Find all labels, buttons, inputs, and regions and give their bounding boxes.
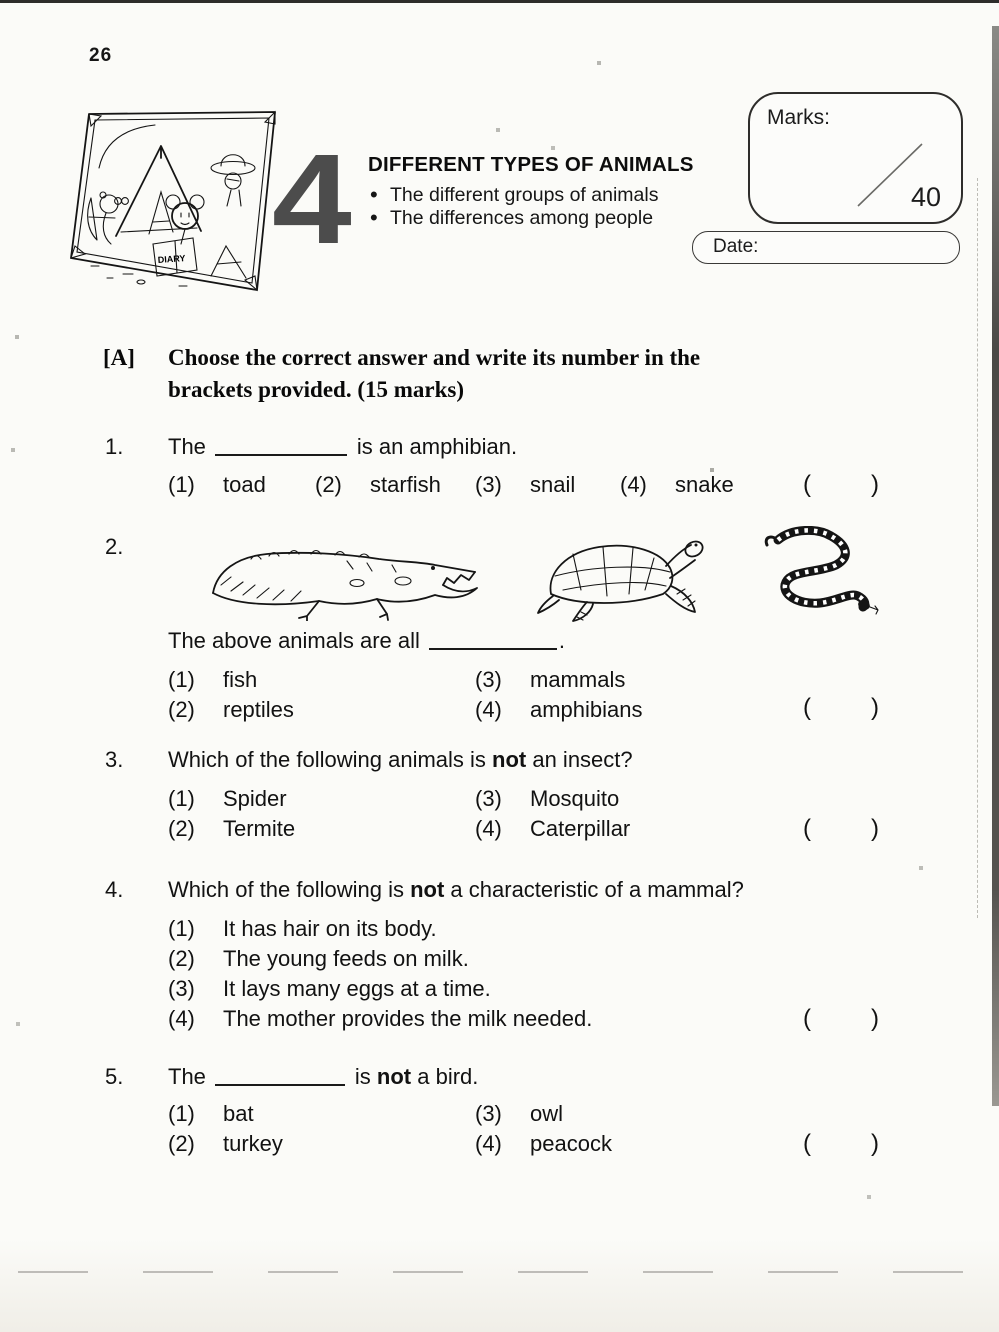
stem-text: The above animals are all xyxy=(168,628,420,653)
option-label: bat xyxy=(223,1101,254,1126)
question-number: 2. xyxy=(105,534,124,559)
stem-text: The xyxy=(168,434,206,459)
option-number: (2) xyxy=(168,816,195,841)
option xyxy=(168,1130,475,1158)
answer-bracket-close: ) xyxy=(871,694,879,721)
stem-bold-text: not xyxy=(410,877,445,902)
stem-bold-text: not xyxy=(492,747,527,772)
section-a-heading xyxy=(103,342,913,406)
option-label: snake xyxy=(675,472,734,497)
option-number: (1) xyxy=(168,472,195,497)
option-number: (3) xyxy=(168,976,195,1001)
answer-bracket-open: ( xyxy=(803,815,811,842)
answer-bracket-close: ) xyxy=(871,471,879,498)
stem-text: an insect? xyxy=(526,747,633,772)
answer-blank xyxy=(215,438,347,456)
stem-bold-text: not xyxy=(376,1064,412,1089)
option-label: The mother provides the milk needed. xyxy=(223,1006,593,1031)
chapter-title: DIFFERENT TYPES OF ANIMALS xyxy=(368,153,694,176)
option-number: (3) xyxy=(475,1101,502,1126)
options-grid xyxy=(168,666,913,724)
option xyxy=(168,471,315,499)
stem-text: . xyxy=(558,628,566,653)
diary-label: DIARY xyxy=(157,253,186,265)
options-grid xyxy=(168,1100,913,1158)
answer-bracket-open: ( xyxy=(803,1005,811,1032)
option-number: (1) xyxy=(168,667,195,692)
objective-list xyxy=(368,184,668,230)
question-stem xyxy=(168,432,913,462)
option xyxy=(168,1005,913,1033)
option-label: The young feeds on milk. xyxy=(223,946,469,971)
crocodile-illustration xyxy=(207,541,492,621)
option xyxy=(315,471,475,499)
section-label: [A] xyxy=(103,345,135,370)
stem-text: The xyxy=(168,1064,206,1089)
option xyxy=(168,696,475,724)
option xyxy=(168,1100,475,1128)
question-number: 1. xyxy=(105,434,124,459)
section-instruction-line: brackets provided. (15 marks) xyxy=(168,377,465,402)
option xyxy=(168,785,475,813)
snake-illustration xyxy=(758,526,880,616)
option-label: Termite xyxy=(223,816,296,841)
answer-bracket-open: ( xyxy=(803,1130,811,1157)
option xyxy=(475,666,913,694)
stem-text: is an amphibian. xyxy=(356,434,518,459)
option xyxy=(168,815,475,843)
options-list xyxy=(168,915,913,1033)
answer-bracket-close: ) xyxy=(871,1005,879,1032)
answer-blank xyxy=(215,1068,345,1086)
option-label: amphibians xyxy=(530,697,643,722)
option-label: Spider xyxy=(223,786,287,811)
option-label: snail xyxy=(530,472,576,497)
camping-cartoon-photo xyxy=(61,106,299,311)
marks-label: Marks: xyxy=(767,106,830,129)
date-box xyxy=(692,231,960,264)
answer-brackets xyxy=(803,1005,879,1033)
option-number: (2) xyxy=(168,1131,195,1156)
option-number: (3) xyxy=(475,667,502,692)
objective-item: • The different groups of animals xyxy=(368,184,668,207)
question-images xyxy=(155,526,913,624)
answer-bracket-close: ) xyxy=(871,1130,879,1157)
option-number: (1) xyxy=(168,1101,195,1126)
scan-noise-specks xyxy=(0,0,2,2)
question-4 xyxy=(103,875,913,1033)
options-grid xyxy=(168,785,913,843)
option xyxy=(168,915,913,943)
chapter-number: 4 xyxy=(272,128,352,271)
option-label: turkey xyxy=(223,1131,283,1156)
stem-text: Which of the following is xyxy=(168,877,411,902)
option-label: toad xyxy=(223,472,266,497)
question-stem xyxy=(168,1062,913,1092)
marks-box xyxy=(748,92,963,224)
option-number: (3) xyxy=(475,786,502,811)
turtle-illustration xyxy=(533,532,708,624)
question-number: 3. xyxy=(105,747,124,772)
stem-text: is xyxy=(354,1064,377,1089)
option-label: owl xyxy=(530,1101,564,1126)
option xyxy=(475,1100,913,1128)
option-label: It has hair on its body. xyxy=(223,916,437,941)
section-instruction-line: Choose the correct answer and write its number in the xyxy=(168,345,701,370)
answer-brackets xyxy=(803,1130,879,1158)
option xyxy=(168,945,913,973)
question-number: 4. xyxy=(105,877,124,902)
option-number: (4) xyxy=(475,697,502,722)
option xyxy=(168,975,913,1003)
option-label: fish xyxy=(223,667,258,692)
option-label: peacock xyxy=(530,1131,612,1156)
answer-bracket-close: ) xyxy=(871,815,879,842)
page-fold-line-bottom xyxy=(18,1271,963,1273)
option xyxy=(475,471,620,499)
option-label: Caterpillar xyxy=(530,816,631,841)
option-number: (2) xyxy=(168,946,195,971)
question-2 xyxy=(103,526,913,724)
option-label: Mosquito xyxy=(530,786,620,811)
page-number: 26 xyxy=(89,45,113,66)
option-number: (3) xyxy=(475,472,502,497)
option-number: (4) xyxy=(475,1131,502,1156)
option-number: (4) xyxy=(168,1006,195,1031)
question-stem xyxy=(168,626,913,656)
page-fold-line-right xyxy=(977,178,978,918)
answer-brackets xyxy=(803,471,879,499)
option-number: (2) xyxy=(168,697,195,722)
option-number: (1) xyxy=(168,916,195,941)
option xyxy=(475,785,913,813)
option-number: (4) xyxy=(620,472,647,497)
stem-text: a bird. xyxy=(411,1064,479,1089)
option xyxy=(168,666,475,694)
option-label: mammals xyxy=(530,667,626,692)
stem-text: Which of the following animals is xyxy=(168,747,493,772)
option xyxy=(620,471,734,499)
date-label: Date: xyxy=(713,236,759,257)
options-row xyxy=(168,471,913,499)
stem-text: a characteristic of a mammal? xyxy=(444,877,744,902)
question-3 xyxy=(103,745,913,843)
option-number: (2) xyxy=(315,472,342,497)
answer-brackets xyxy=(803,694,879,722)
answer-brackets xyxy=(803,815,879,843)
option-label: It lays many eggs at a time. xyxy=(223,976,491,1001)
camping-cartoon-illustration xyxy=(61,106,299,306)
objective-item: • The differences among people xyxy=(368,207,668,230)
option-number: (4) xyxy=(475,816,502,841)
answer-bracket-open: ( xyxy=(803,694,811,721)
option-label: reptiles xyxy=(223,697,294,722)
question-number: 5. xyxy=(105,1064,124,1089)
option-number: (1) xyxy=(168,786,195,811)
scan-edge-top xyxy=(0,0,999,3)
question-5 xyxy=(103,1062,913,1158)
marks-total: 40 xyxy=(910,182,941,212)
question-stem xyxy=(168,875,913,905)
answer-blank xyxy=(429,632,557,650)
option-label: starfish xyxy=(370,472,441,497)
answer-bracket-open: ( xyxy=(803,471,811,498)
question-1 xyxy=(103,432,913,499)
question-stem xyxy=(168,745,913,775)
scan-edge-right xyxy=(992,26,999,1106)
